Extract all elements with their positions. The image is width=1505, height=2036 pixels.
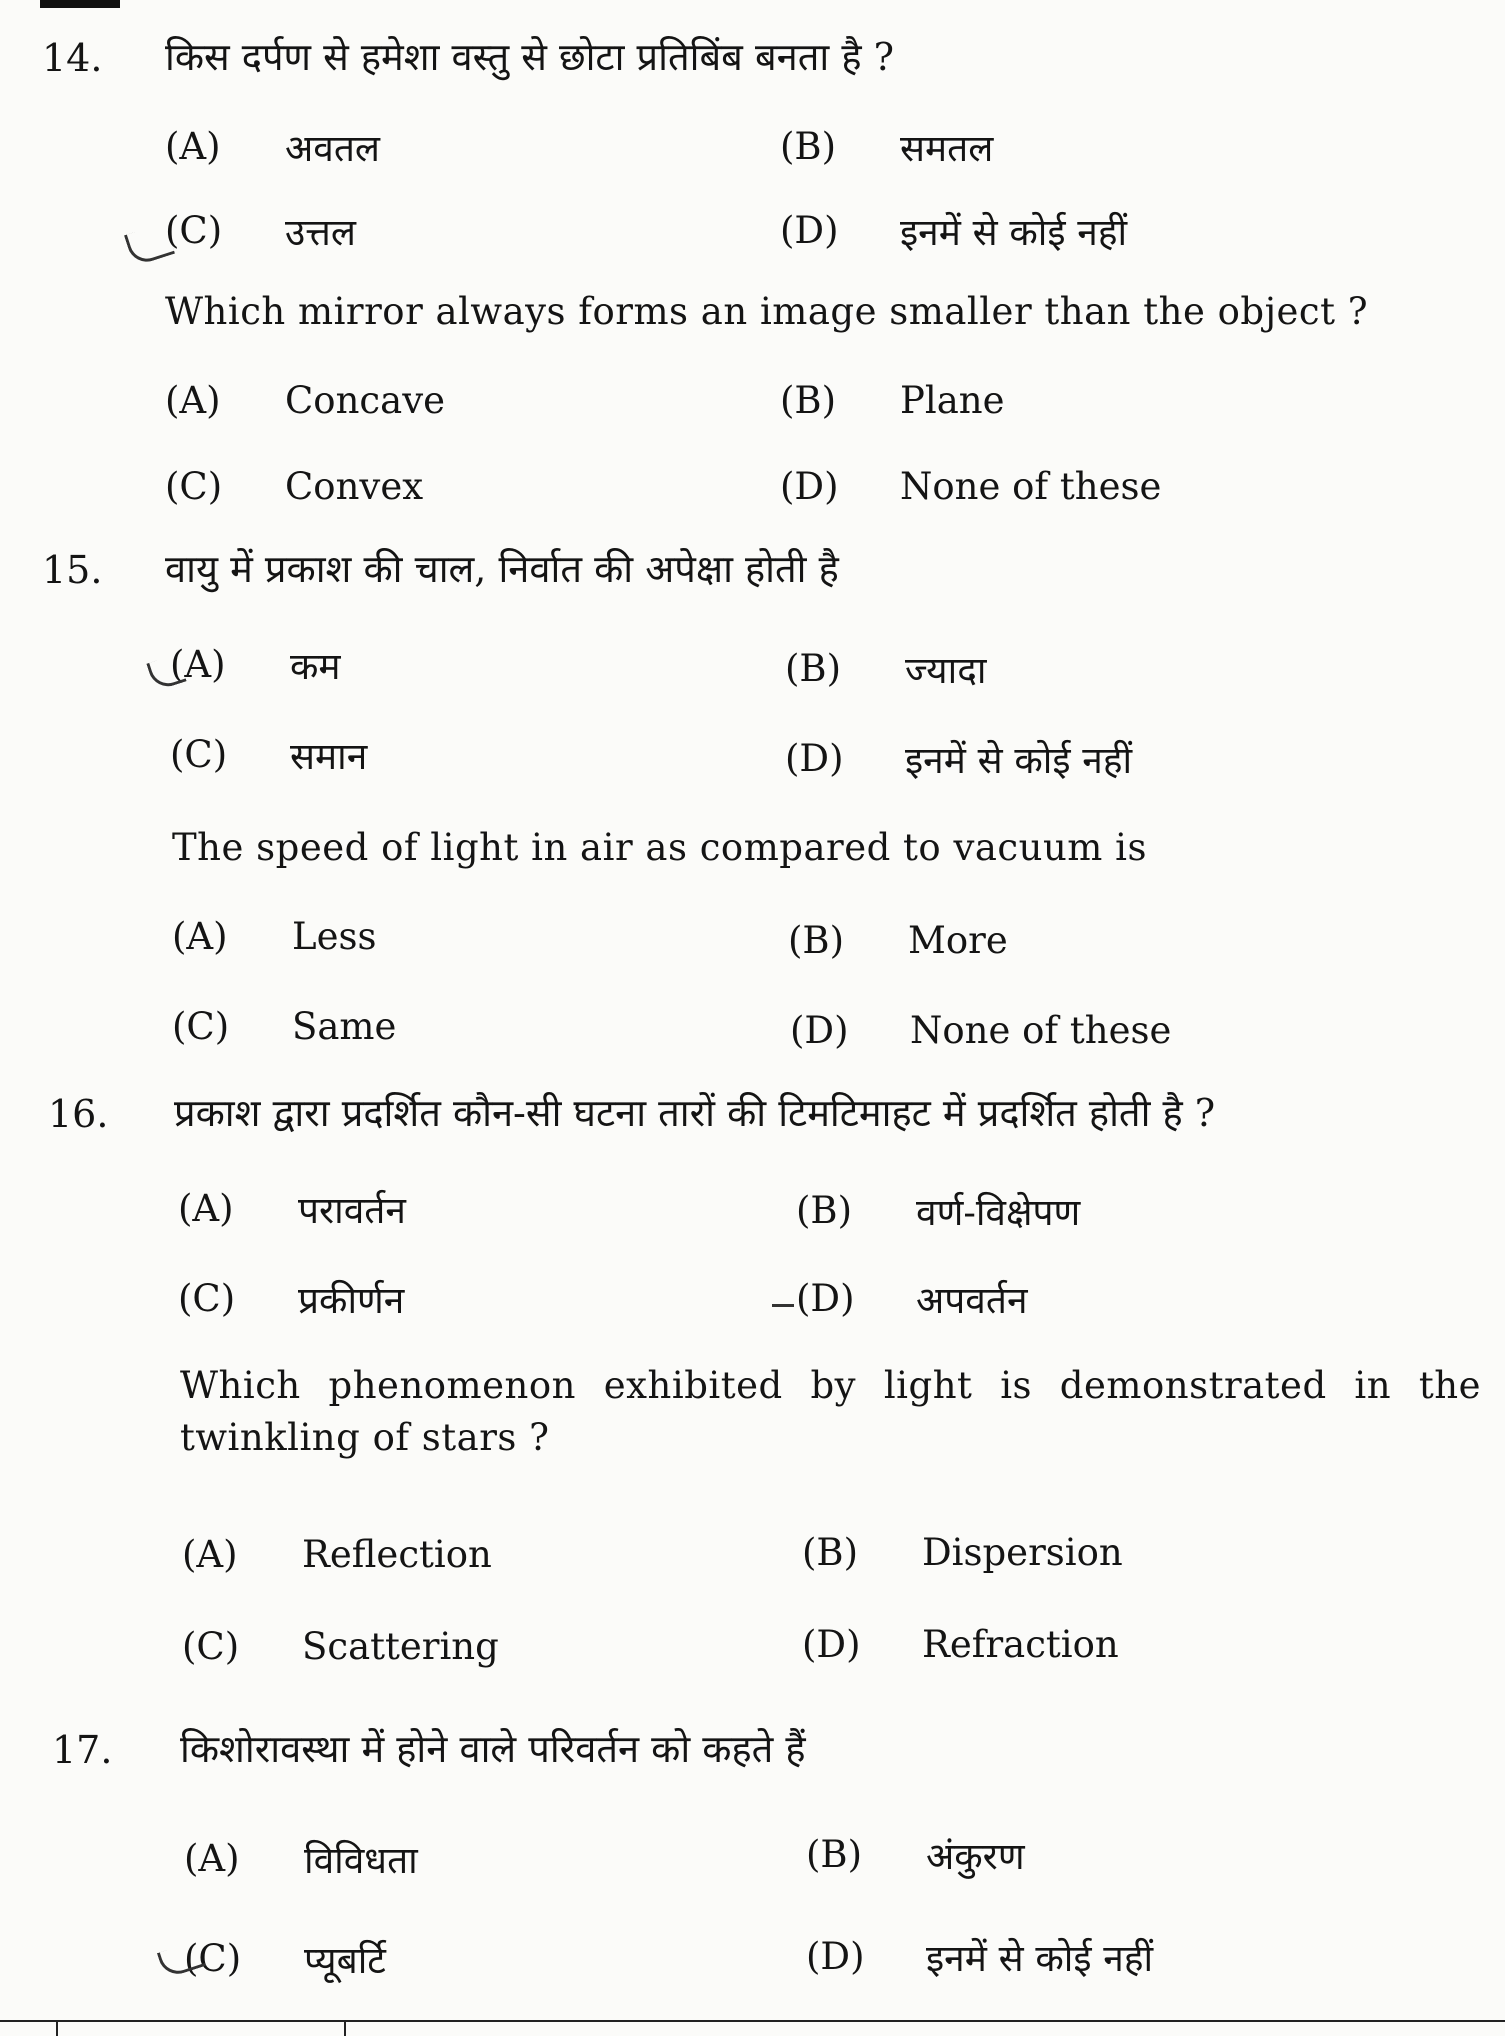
option-b: (B) More [788, 918, 1008, 962]
option-c: (C) Same [172, 1004, 397, 1048]
option-d: (D) इनमें से कोई नहीं [785, 736, 1133, 782]
question-15-hindi [0, 540, 1505, 600]
option-c: (C) प्रकीर्णन [178, 1276, 405, 1322]
option-d: (D) None of these [780, 464, 1162, 508]
question-16-english [0, 1360, 1505, 1490]
option-c: (C) समान [170, 732, 368, 778]
answer-tick-mark [772, 1290, 794, 1307]
question-number: 16. [48, 1092, 109, 1136]
option-c: (C) उत्तल [165, 208, 356, 254]
option-a: (A) कम [170, 642, 341, 688]
question-text-hindi: प्रकाश द्वारा प्रदर्शित कौन-सी घटना तारों की टिमटिमाहट में प्रदर्शित होती है ? [174, 1091, 1216, 1136]
option-c: (C) Scattering [182, 1624, 499, 1668]
option-d: (D) Refraction [802, 1622, 1119, 1666]
question-text-english: Which mirror always forms an image smaller than the object ? [165, 289, 1369, 333]
question-14-hindi [0, 28, 1505, 88]
option-b: (B) वर्ण-विक्षेपण [796, 1188, 1081, 1234]
option-a: (A) Concave [165, 378, 445, 422]
question-number: 17. [52, 1728, 113, 1772]
question-text-hindi: किस दर्पण से हमेशा वस्तु से छोटा प्रतिबिंब बनता है ? [165, 35, 894, 80]
option-b: (B) ज्यादा [785, 646, 987, 692]
question-text-english: The speed of light in air as compared to vacuum is [172, 825, 1147, 869]
option-a: (A) Less [172, 914, 377, 958]
option-a: (A) Reflection [182, 1532, 492, 1576]
question-17-hindi [0, 1720, 1505, 1780]
question-number: 14. [42, 36, 103, 80]
option-c: (C) प्यूबर्टि [184, 1936, 386, 1982]
option-d: (D) None of these [790, 1008, 1172, 1052]
option-b: (B) Dispersion [802, 1530, 1123, 1574]
question-text-english: Which phenomenon exhibited by light is demonstrated in the twinkling of stars ? [180, 1364, 1481, 1459]
question-number: 15. [42, 548, 103, 592]
question-16-hindi [0, 1084, 1505, 1144]
question-15-english [0, 818, 1505, 878]
option-d: (D) अपवर्तन [796, 1276, 1028, 1322]
option-a: (A) विविधता [184, 1836, 418, 1882]
option-b: (B) अंकुरण [806, 1832, 1025, 1878]
question-text-hindi: किशोरावस्था में होने वाले परिवर्तन को कहते हैं [180, 1727, 806, 1772]
option-a: (A) परावर्तन [178, 1186, 406, 1232]
option-b: (B) Plane [780, 378, 1005, 422]
option-c: (C) Convex [165, 464, 424, 508]
question-text-hindi: वायु में प्रकाश की चाल, निर्वात की अपेक्षा होती है [165, 547, 839, 592]
option-a: (A) अवतल [165, 124, 381, 170]
question-14-english [0, 282, 1505, 342]
option-d: (D) इनमें से कोई नहीं [780, 208, 1128, 254]
option-d: (D) इनमें से कोई नहीं [806, 1934, 1154, 1980]
option-b: (B) समतल [780, 124, 994, 170]
